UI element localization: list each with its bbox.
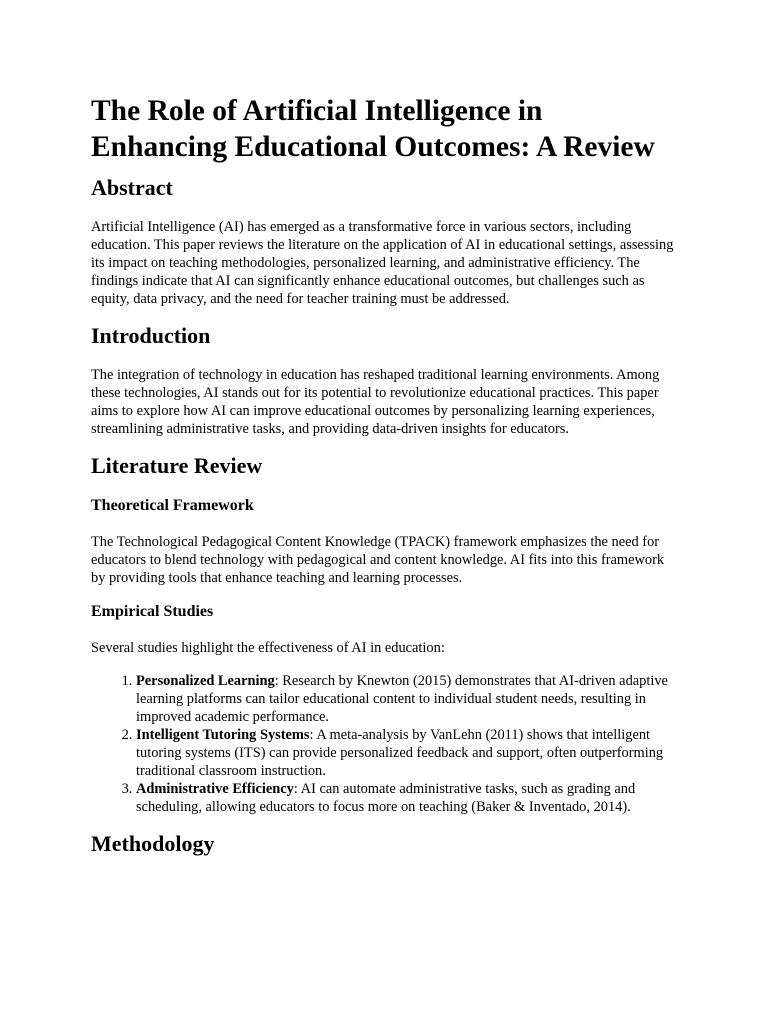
list-item: [136, 672, 676, 726]
introduction-heading: Introduction: [91, 323, 211, 348]
methodology-heading: Methodology: [91, 831, 215, 856]
list-item: [136, 780, 676, 816]
theoretical-framework-text: The Technological Pedagogical Content Knowledge (TPACK) framework emphasizes the need for educators to blend technology with pedagogical and content knowledge. AI fits into this framework by providing tools that enhance teaching and learning processes.: [91, 534, 665, 586]
empirical-studies-heading: Empirical Studies: [91, 603, 214, 620]
abstract-heading: Abstract: [91, 175, 173, 200]
list-item-text: : A meta-analysis by VanLehn (2011) shows that intelligent tutoring systems (ITS) can provide personalized feedback and support, often outperforming traditional classroom instruction.: [136, 727, 664, 779]
list-item-term: Personalized Learning: [136, 673, 275, 689]
list-item-text: : Research by Knewton (2015) demonstrates that AI-driven adaptive learning platforms can tailor educational content to individual student needs, resulting in improved academic performance.: [136, 673, 668, 725]
list-item-text: : AI can automate administrative tasks, such as grading and scheduling, allowing educators to focus more on teaching (Baker & Inventado, 2014).: [136, 781, 636, 815]
list-item-term: Intelligent Tutoring Systems: [136, 727, 310, 743]
list-item: [136, 726, 676, 780]
empirical-studies-list: [91, 672, 676, 816]
introduction-text: The integration of technology in education has reshaped traditional learning environments. Among these technologies, AI stands out for its potential to revolutionize educational practices. This paper aims to explore how AI can improve educational outcomes by personalizing learning experiences, streamlining administrative tasks, and providing data-driven insights for educators.: [91, 367, 660, 437]
theoretical-framework-heading: Theoretical Framework: [91, 497, 254, 514]
paper-title: The Role of Artificial Intelligence in Enhancing Educational Outcomes: A Review: [91, 95, 655, 163]
list-item-term: Administrative Efficiency: [136, 781, 294, 797]
abstract-text: Artificial Intelligence (AI) has emerged as a transformative force in various sectors, including education. This paper reviews the literature on the application of AI in educational settings, assessing its impact on teaching methodologies, personalized learning, and administrative efficiency. The findings indicate that AI can significantly enhance educational outcomes, but challenges such as equity, data privacy, and the need for teacher training must be addressed.: [91, 219, 674, 307]
literature-review-heading: Literature Review: [91, 453, 263, 478]
empirical-studies-intro: Several studies highlight the effectiveness of AI in education:: [91, 640, 445, 656]
